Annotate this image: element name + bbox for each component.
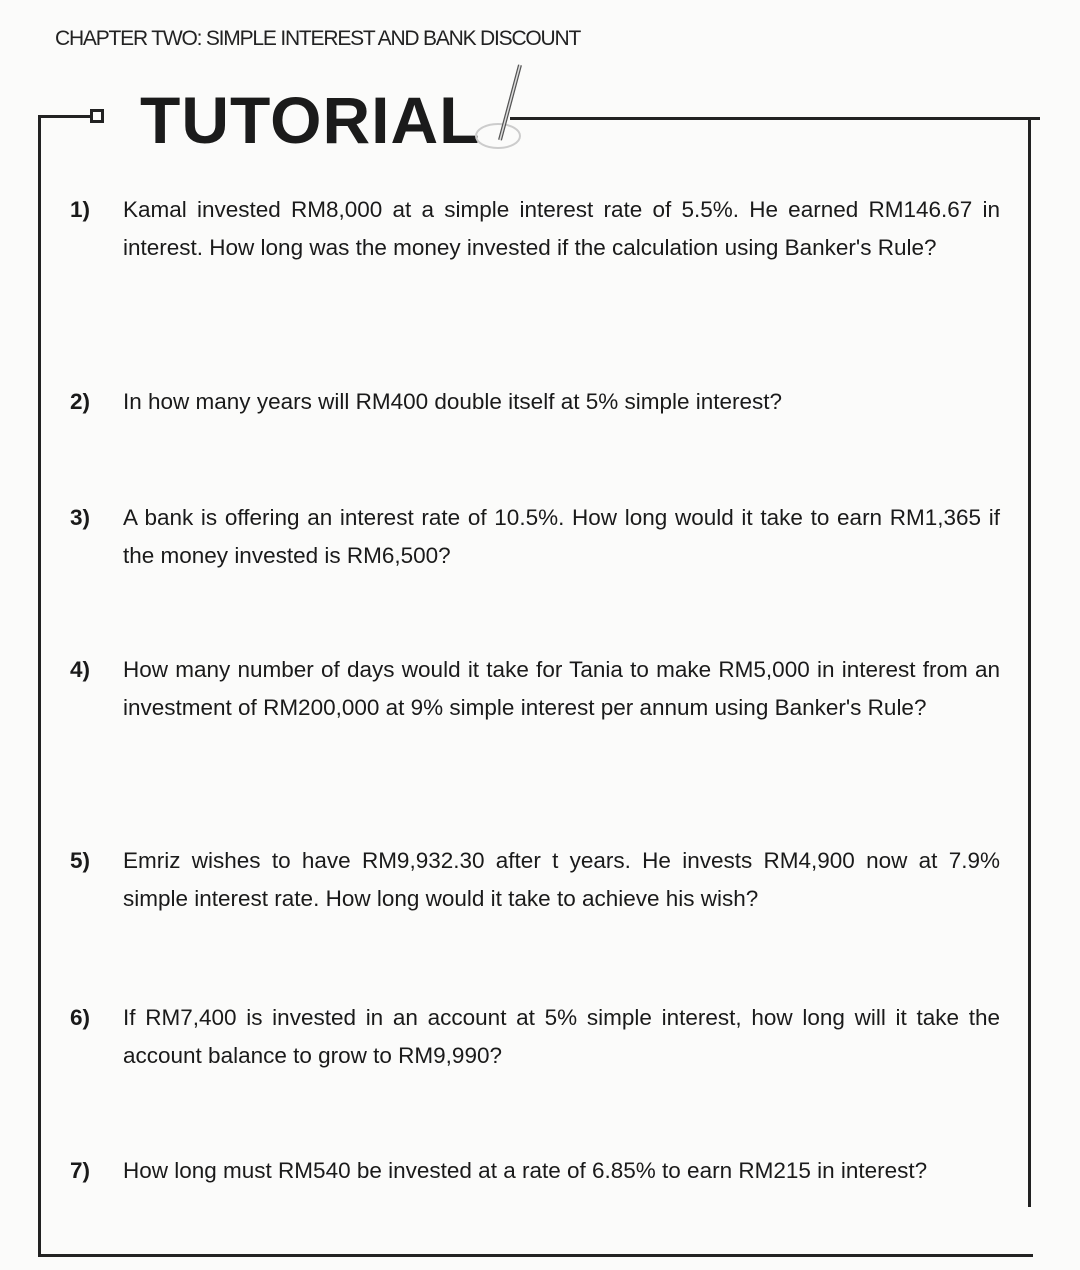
frame-top-border: [510, 117, 1040, 120]
pen-icon: [470, 60, 540, 155]
question-number: 7): [70, 1158, 91, 1183]
question-text: In how many years will RM400 double itself at 5% simple interest?: [123, 389, 783, 414]
question-4: [70, 651, 1000, 727]
chapter-heading: CHAPTER TWO: SIMPLE INTEREST AND BANK DISCOUNT: [55, 27, 581, 50]
question-2: [70, 383, 1000, 421]
question-number: 4): [70, 657, 91, 682]
question-5: [70, 842, 1000, 918]
question-6: [70, 999, 1000, 1075]
frame-bottom-border: [38, 1254, 1033, 1257]
frame-left-border: [38, 115, 41, 1257]
question-text: How long must RM540 be invested at a rate of 6.85% to earn RM215 in interest?: [123, 1158, 928, 1183]
question-number: 5): [70, 848, 91, 873]
question-text: If RM7,400 is invested in an account at 5% simple interest, how long will it take the account balance to grow to RM9,990?: [123, 1005, 1000, 1068]
question-1: [70, 191, 1000, 267]
question-number: 3): [70, 505, 91, 530]
frame-top-left-stub: [38, 115, 92, 118]
question-text: How many number of days would it take for Tania to make RM5,000 in interest from an investment of RM200,000 at 9% simple interest per annum using Banker's Rule?: [123, 657, 1000, 720]
question-number: 2): [70, 389, 91, 414]
question-text: Emriz wishes to have RM9,932.30 after t years. He invests RM4,900 now at 7.9% simple interest rate. How long would it take to achieve his wish?: [123, 848, 1000, 911]
question-text: A bank is offering an interest rate of 10.5%. How long would it take to earn RM1,365 if the money invested is RM6,500?: [123, 505, 1000, 568]
question-text: Kamal invested RM8,000 at a simple interest rate of 5.5%. He earned RM146.67 in interest. How long was the money invested if the calculation using Banker's Rule?: [123, 197, 1000, 260]
question-3: [70, 499, 1000, 575]
question-number: 1): [70, 197, 91, 222]
question-number: 6): [70, 1005, 91, 1030]
tutorial-title: TUTORIAL: [140, 83, 481, 157]
frame-right-border: [1028, 117, 1031, 1207]
square-bullet-icon: [90, 109, 104, 123]
question-7: [70, 1152, 1000, 1190]
